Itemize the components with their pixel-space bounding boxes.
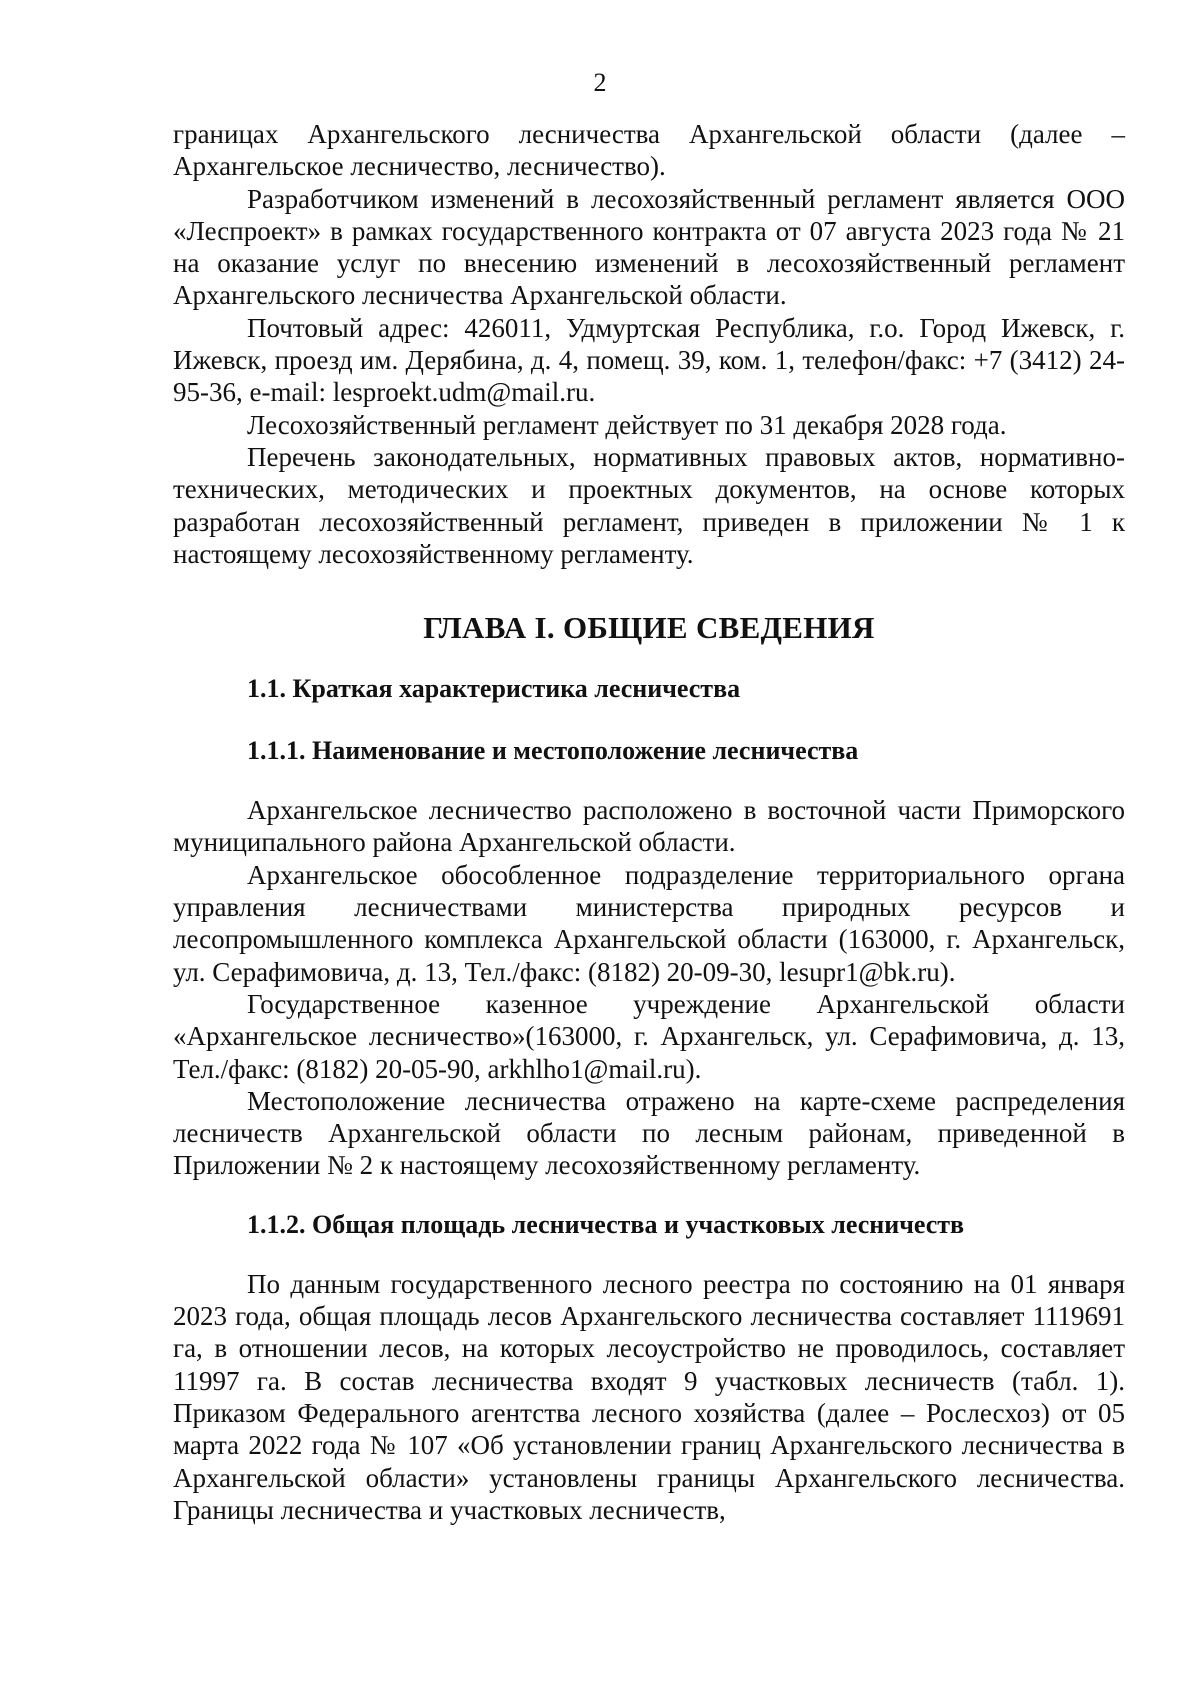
paragraph-area: По данным государственного лесного реестра по состоянию на 01 января 2023 года, общая площадь лесов Архангельского лесничества составляет 1119691 га, в отношении лесов, на которых лесоустройство не проводилось, составляет 11997 га. В состав лесничества входят 9 участковых лесничеств (табл. 1). Приказом Федерального агентства лесного хозяйства (далее – Рослесхоз) от 05 марта 2022 года № 107 «Об установлении границ Архангельского лесничества в Архангельской области» установлены границы Архангельского лесничества. Границы лесничества и участковых лесничеств, — [173, 1268, 1125, 1525]
paragraph-postal-address: Почтовый адрес: 426011, Удмуртская Республика, г.о. Город Ижевск, г. Ижевск, проезд им. Дерябина, д. 4, помещ. 39, ком. 1, телефон/факс: +7 (3412) 24-95-36, e-mail: lesproekt.udm@mail.ru. — [173, 312, 1125, 408]
paragraph-institution-contacts: Государственное казенное учреждение Архангельской области «Архангельское лесничество»(163000, г. Архангельск, ул. Серафимовича, д. 13, Тел./факс: (8182) 20-05-90, arkhlho1@mail.ru). — [173, 988, 1125, 1084]
paragraph-developer: Разработчиком изменений в лесохозяйственный регламент является ООО «Леспроект» в рамках государственного контракта от 07 августа 2023 года № 21 на оказание услуг по внесению изменений в лесохозяйственный регламент Архангельского лесничества Архангельской области. — [173, 183, 1125, 311]
paragraph-subdivision-contacts: Архангельское обособленное подразделение территориального органа управления лесничествами министерства природных ресурсов и лесопромышленного комплекса Архангельской области (163000, г. Архангельск, ул. Серафимовича, д. 13, Тел./факс: (8182) 20-09-30, lesupr1@bk.ru). — [173, 859, 1125, 987]
paragraph-location: Архангельское лесничество расположено в восточной части Приморского муниципального района Архангельской области. — [173, 795, 1125, 858]
paragraph-intro-continuation: границах Архангельского лесничества Архангельской области (далее – Архангельское лесничество, лесничество). — [173, 119, 1125, 182]
section-heading-1-1-1: 1.1.1. Наименование и местоположение лесничества — [247, 736, 859, 766]
paragraph-legal-acts: Перечень законодательных, нормативных правовых актов, нормативно-технических, методических и проектных документов, на основе которых разработан лесохозяйственный регламент, приведен в приложении № 1 к настоящему лесохозяйственному регламенту. — [173, 441, 1125, 569]
page-number: 2 — [593, 68, 607, 97]
chapter-title: ГЛАВА I. ОБЩИЕ СВЕДЕНИЯ — [423, 610, 875, 646]
section-heading-1-1: 1.1. Краткая характеристика лесничества — [247, 674, 741, 704]
paragraph-location-map: Местоположение лесничества отражено на карте-схеме распределения лесничеств Архангельской области по лесным районам, приведенной в Приложении № 2 к настоящему лесохозяйственному регламенту. — [173, 1085, 1125, 1181]
section-heading-1-1-2: 1.1.2. Общая площадь лесничества и участковых лесничеств — [247, 1209, 965, 1239]
paragraph-validity: Лесохозяйственный регламент действует по 31 декабря 2028 года. — [247, 409, 1007, 440]
document-body — [173, 118, 1125, 1526]
